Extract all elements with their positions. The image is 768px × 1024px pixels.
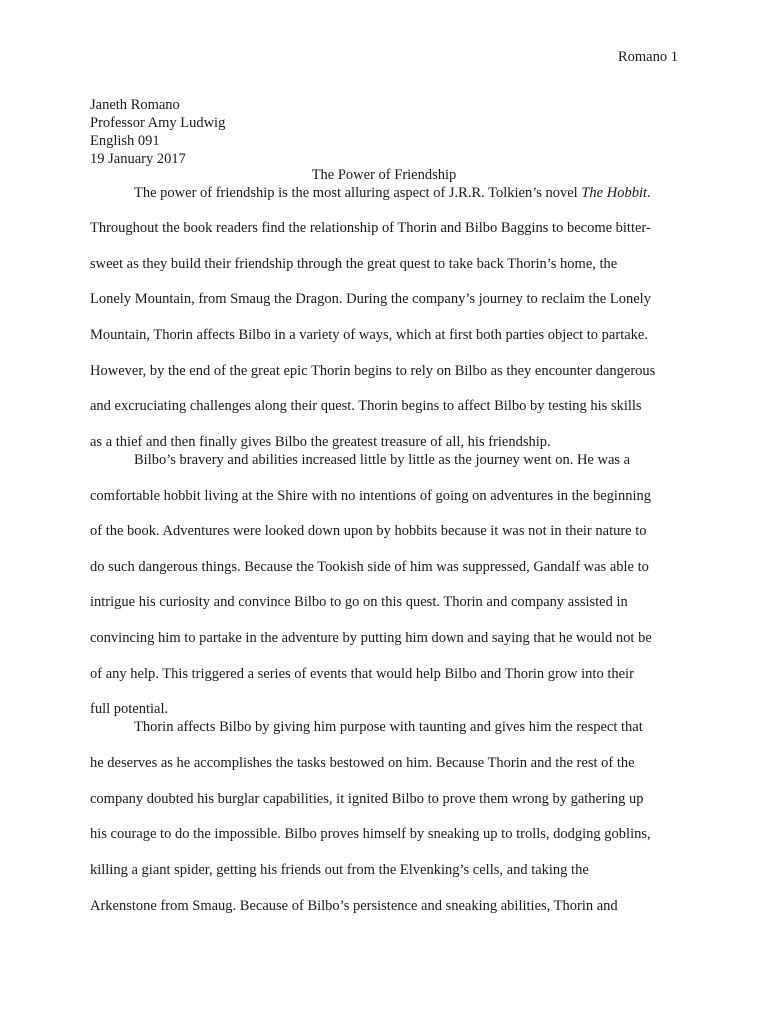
paragraph-1-line-3: sweet as they build their friendship through the great quest to take back Thorin’s home, the [90,256,618,272]
student-name: Janeth Romano [90,97,180,113]
paragraph-3-line-2: he deserves as he accomplishes the tasks bestowed on him. Because Thorin and the rest of the [90,755,635,771]
paragraph-1-line-7: and excruciating challenges along their quest. Thorin begins to affect Bilbo by testing his skills [90,398,642,414]
paragraph-3-line-1: Thorin affects Bilbo by giving him purpose with taunting and gives him the respect that [134,719,643,735]
paragraph-2-line-7: of any help. This triggered a series of events that would help Bilbo and Thorin grow into their [90,666,634,682]
paragraph-3-line-6: Arkenstone from Smaug. Because of Bilbo’s persistence and sneaking abilities, Thorin and [90,898,618,914]
paragraph-2-line-4: do such dangerous things. Because the Tookish side of him was suppressed, Gandalf was able to [90,559,649,575]
paragraph-3-line-5: killing a giant spider, getting his friends out from the Elvenking’s cells, and taking the [90,862,589,878]
paragraph-1-line-6: However, by the end of the great epic Thorin begins to rely on Bilbo as they encounter dangerous [90,363,656,379]
paragraph-1-line-8: as a thief and then finally gives Bilbo the greatest treasure of all, his friendship. [90,434,551,450]
essay-date: 19 January 2017 [90,151,186,167]
essay-title: The Power of Friendship [311,167,457,183]
paragraph-2-line-1: Bilbo’s bravery and abilities increased little by little as the journey went on. He was a [134,452,631,468]
paragraph-1-line-5: Mountain, Thorin affects Bilbo in a variety of ways, which at first both parties object to partake. [90,327,648,343]
professor-name: Professor Amy Ludwig [90,115,226,131]
paragraph-1-line-2: Throughout the book readers find the relationship of Thorin and Bilbo Baggins to become bitter- [90,220,651,236]
paragraph-1-line-1 [134,184,651,202]
course-name: English 091 [90,133,160,149]
p1-line1-period: . [647,185,651,201]
paragraph-3-line-3: company doubted his burglar capabilities, it ignited Bilbo to prove them wrong by gathering up [90,791,644,807]
mla-heading [90,96,225,168]
paragraph-2-line-3: of the book. Adventures were looked down upon by hobbits because it was not in their nature to [90,523,647,539]
running-head: Romano 1 [617,49,678,65]
p1-line1-text: The power of friendship is the most alluring aspect of J.R.R. Tolkien’s novel [134,185,582,201]
paragraph-3-line-4: his courage to do the impossible. Bilbo proves himself by sneaking up to trolls, dodging goblins, [90,826,651,842]
paragraph-2-line-2: comfortable hobbit living at the Shire with no intentions of going on adventures in the beginning [90,488,651,504]
paragraph-2-line-6: convincing him to partake in the adventure by putting him down and saying that he would not be [90,630,652,646]
book-title-italic: The Hobbit [581,185,647,201]
paragraph-1-line-4: Lonely Mountain, from Smaug the Dragon. During the company’s journey to reclaim the Lonely [90,291,651,307]
paragraph-2-line-8: full potential. [90,701,169,717]
paragraph-2-line-5: intrigue his curiosity and convince Bilbo to go on this quest. Thorin and company assisted in [90,594,628,610]
